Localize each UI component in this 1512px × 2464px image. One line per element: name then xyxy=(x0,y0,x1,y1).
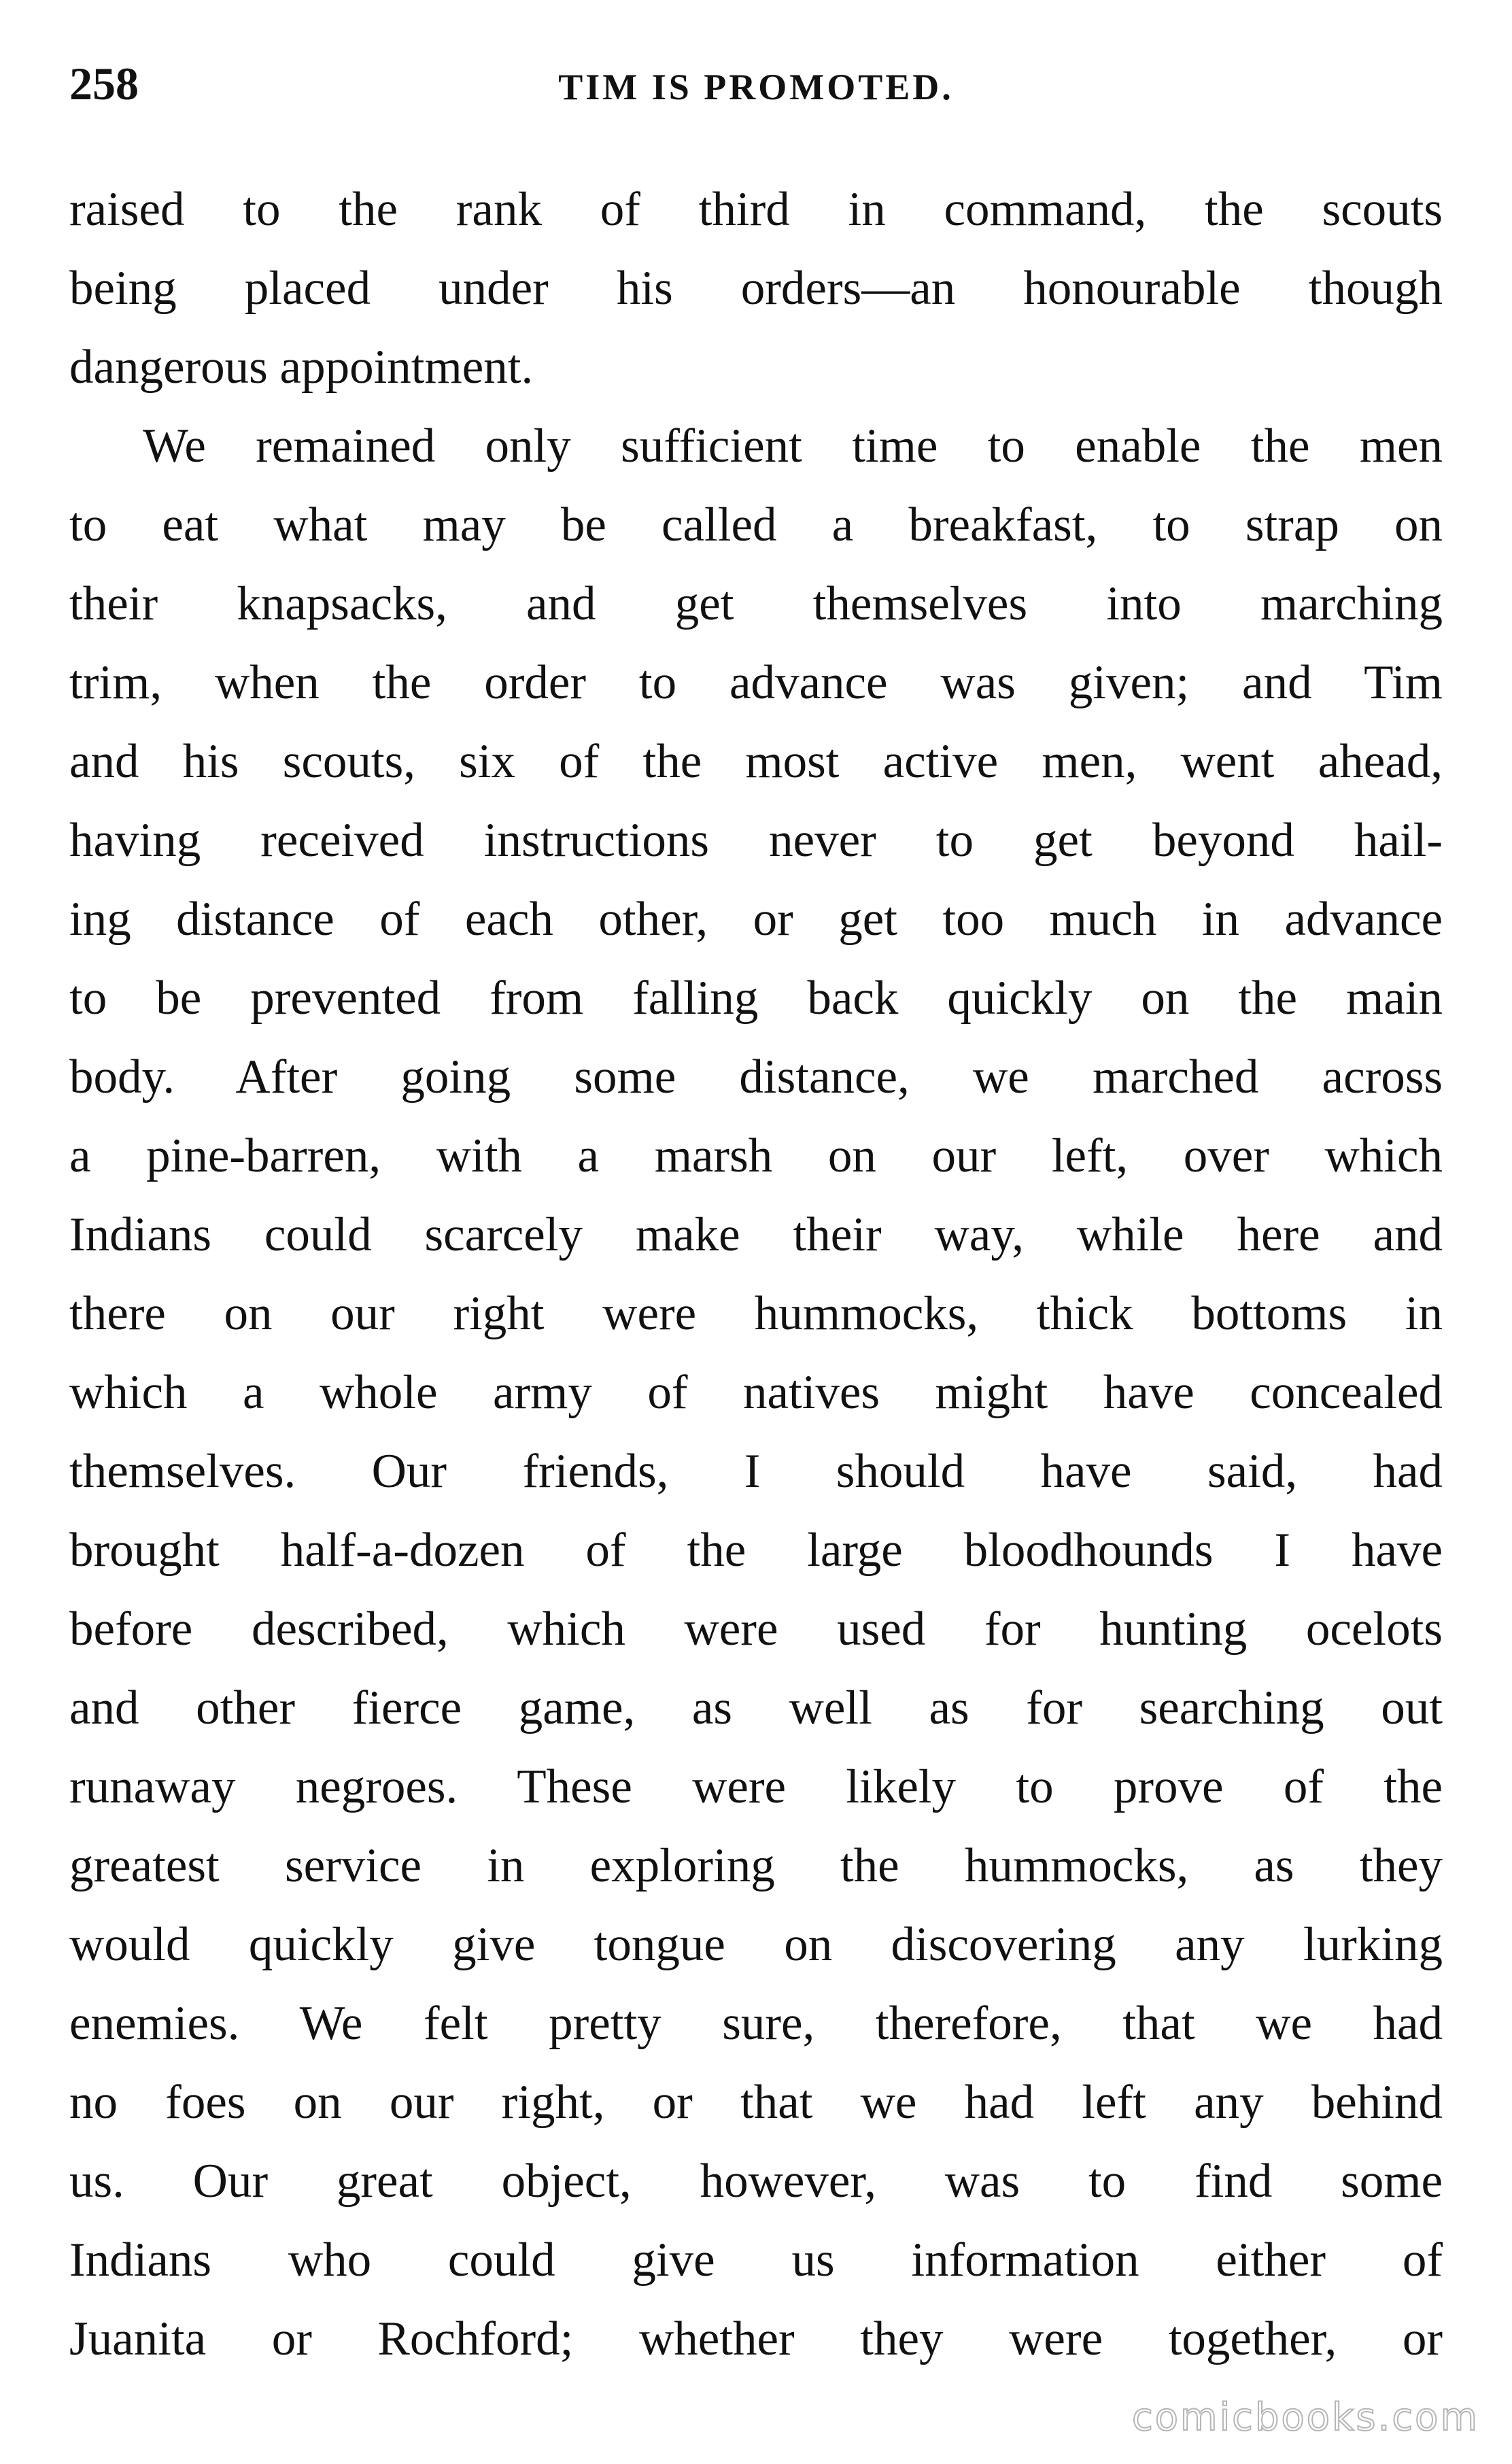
text-line: Indians who could give us information either of xyxy=(69,2234,1443,2287)
text-line: dangerous appointment. xyxy=(69,341,534,394)
text-line: raised to the rank of third in command, the scouts xyxy=(69,183,1443,236)
page-number: 258 xyxy=(69,58,139,109)
body-text xyxy=(69,170,1443,2378)
running-head xyxy=(69,53,1443,114)
text-line: having received instructions never to get beyond hail- xyxy=(69,814,1443,867)
text-line: a pine-barren, with a marsh on our left, over which xyxy=(69,1129,1443,1182)
text-line: We remained only sufficient time to enable the men xyxy=(143,420,1443,473)
text-line: and other fierce game, as well as for searching out xyxy=(69,1681,1443,1734)
running-title: TIM IS PROMOTED. xyxy=(558,67,954,107)
text-line: to eat what may be called a breakfast, to strap on xyxy=(69,498,1443,551)
text-line: enemies. We felt pretty sure, therefore, that we had xyxy=(69,1997,1443,2050)
text-line: runaway negroes. These were likely to prove of the xyxy=(69,1760,1443,1813)
text-line: being placed under his orders—an honourable though xyxy=(69,262,1443,315)
text-line: to be prevented from falling back quickly on the main xyxy=(69,972,1443,1025)
text-line: body. After going some distance, we marched across xyxy=(69,1050,1443,1103)
text-line: greatest service in exploring the hummocks, as they xyxy=(69,1839,1443,1892)
text-line: us. Our great object, however, was to find some xyxy=(69,2155,1443,2208)
text-line: which a whole army of natives might have concealed xyxy=(69,1366,1443,1419)
text-line: trim, when the order to advance was given; and Tim xyxy=(69,656,1443,709)
text-line: and his scouts, six of the most active men, went ahead, xyxy=(69,735,1443,788)
text-line: themselves. Our friends, I should have said, had xyxy=(69,1445,1443,1498)
text-line: there on our right were hummocks, thick bottoms in xyxy=(69,1287,1443,1340)
text-line: Juanita or Rochford; whether they were together, or xyxy=(69,2312,1443,2365)
text-line: Indians could scarcely make their way, while here and xyxy=(69,1208,1443,1261)
text-line: brought half-a-dozen of the large bloodhounds I have xyxy=(69,1524,1443,1577)
text-line: before described, which were used for hunting ocelots xyxy=(69,1603,1443,1656)
text-line: their knapsacks, and get themselves into marching xyxy=(69,577,1443,630)
watermark: comicbooks.com xyxy=(1131,2395,1479,2440)
text-line: ing distance of each other, or get too much in advance xyxy=(69,893,1443,946)
text-line: no foes on our right, or that we had left any behind xyxy=(69,2076,1443,2129)
text-line: would quickly give tongue on discovering any lurking xyxy=(69,1918,1443,1971)
